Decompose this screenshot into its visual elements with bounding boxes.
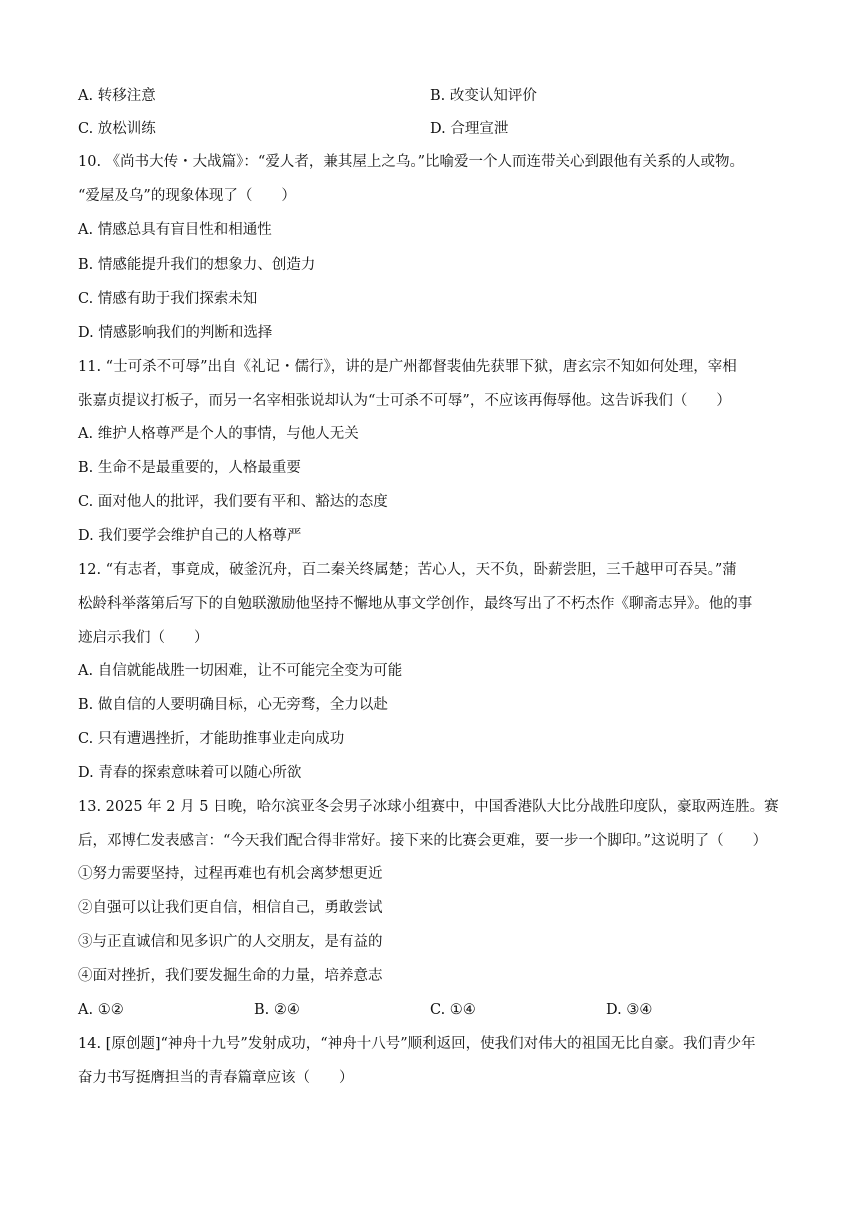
q13-option-c: C. ①④ [430, 1002, 476, 1018]
q12-option-d: D. 青春的探索意味着可以随心所欲 [78, 765, 302, 781]
q12-option-c: C. 只有遭遇挫折，才能助推事业走向成功 [78, 731, 345, 747]
q11-option-d: D. 我们要学会维护自己的人格尊严 [78, 528, 302, 544]
q10-option-a: A. 情感总具有盲目性和相通性 [78, 222, 272, 238]
q14-stem-line1: 14. [原创题]“神舟十九号”发射成功，“神舟十八号”顺利返回，使我们对伟大的祖国无比自豪。我们青少年 [78, 1036, 756, 1052]
q9-option-a: A. 转移注意 [78, 88, 156, 104]
q13-item-2: ②自强可以让我们更自信，相信自己，勇敢尝试 [78, 900, 383, 916]
q13-option-b: B. ②④ [254, 1002, 300, 1018]
q13-stem-line1: 13. 2025 年 2 月 5 日晚，哈尔滨亚冬会男子冰球小组赛中，中国香港队大比分战胜印度队，豪取两连胜。赛 [78, 799, 779, 815]
q13-item-1: ①努力需要坚持，过程再难也有机会离梦想更近 [78, 866, 383, 882]
q10-stem-line2: “爱屋及乌”的现象体现了（ ） [78, 188, 296, 204]
q11-option-b: B. 生命不是最重要的，人格最重要 [78, 460, 301, 476]
q14-stem-line2: 奋力书写挺膺担当的青春篇章应该（ ） [78, 1070, 354, 1086]
q9-option-c: C. 放松训练 [78, 121, 156, 137]
q13-option-a: A. ①② [78, 1002, 124, 1018]
q12-option-b: B. 做自信的人要明确目标，心无旁骛，全力以赴 [78, 697, 388, 713]
q12-stem-line3: 迹启示我们（ ） [78, 630, 209, 646]
q10-option-c: C. 情感有助于我们探索未知 [78, 291, 258, 307]
q10-stem-line1: 10. 《尚书大传・大战篇》：“爱人者，兼其屋上之乌。”比喻爱一个人而连带关心到跟他有关系的人或物。 [78, 154, 744, 170]
q12-stem-line1: 12. “有志者，事竟成，破釜沉舟，百二秦关终属楚；苦心人，天不负，卧薪尝胆，三千越甲可吞吴。”蒲 [78, 562, 737, 578]
q13-item-4: ④面对挫折，我们要发掘生命的力量，培养意志 [78, 968, 383, 984]
q11-option-c: C. 面对他人的批评，我们要有平和、豁达的态度 [78, 494, 388, 510]
q13-option-d: D. ③④ [606, 1002, 653, 1018]
q10-option-b: B. 情感能提升我们的想象力、创造力 [78, 257, 316, 273]
q11-stem-line2: 张嘉贞提议打板子，而另一名宰相张说却认为“士可杀不可辱”，不应该再侮辱他。这告诉我们（ ） [78, 393, 731, 409]
q11-stem-line1: 11. “士可杀不可辱”出自《礼记・儒行》，讲的是广州都督裴伷先获罪下狱，唐玄宗不知如何处理，宰相 [78, 359, 737, 375]
q9-option-d: D. 合理宣泄 [430, 121, 509, 137]
q11-option-a: A. 维护人格尊严是个人的事情，与他人无关 [78, 426, 359, 442]
q13-stem-line2: 后，邓博仁发表感言：“今天我们配合得非常好。接下来的比赛会更难，要一步一个脚印。”这说明了（ ） [78, 833, 768, 849]
q9-option-b: B. 改变认知评价 [430, 88, 537, 104]
q12-stem-line2: 松龄科举落第后写下的自勉联激励他坚持不懈地从事文学创作，最终写出了不朽杰作《聊斋志异》。他的事 [78, 596, 753, 612]
q12-option-a: A. 自信就能战胜一切困难，让不可能完全变为可能 [78, 663, 403, 679]
q10-option-d: D. 情感影响我们的判断和选择 [78, 325, 273, 341]
q13-item-3: ③与正直诚信和见多识广的人交朋友，是有益的 [78, 934, 383, 950]
